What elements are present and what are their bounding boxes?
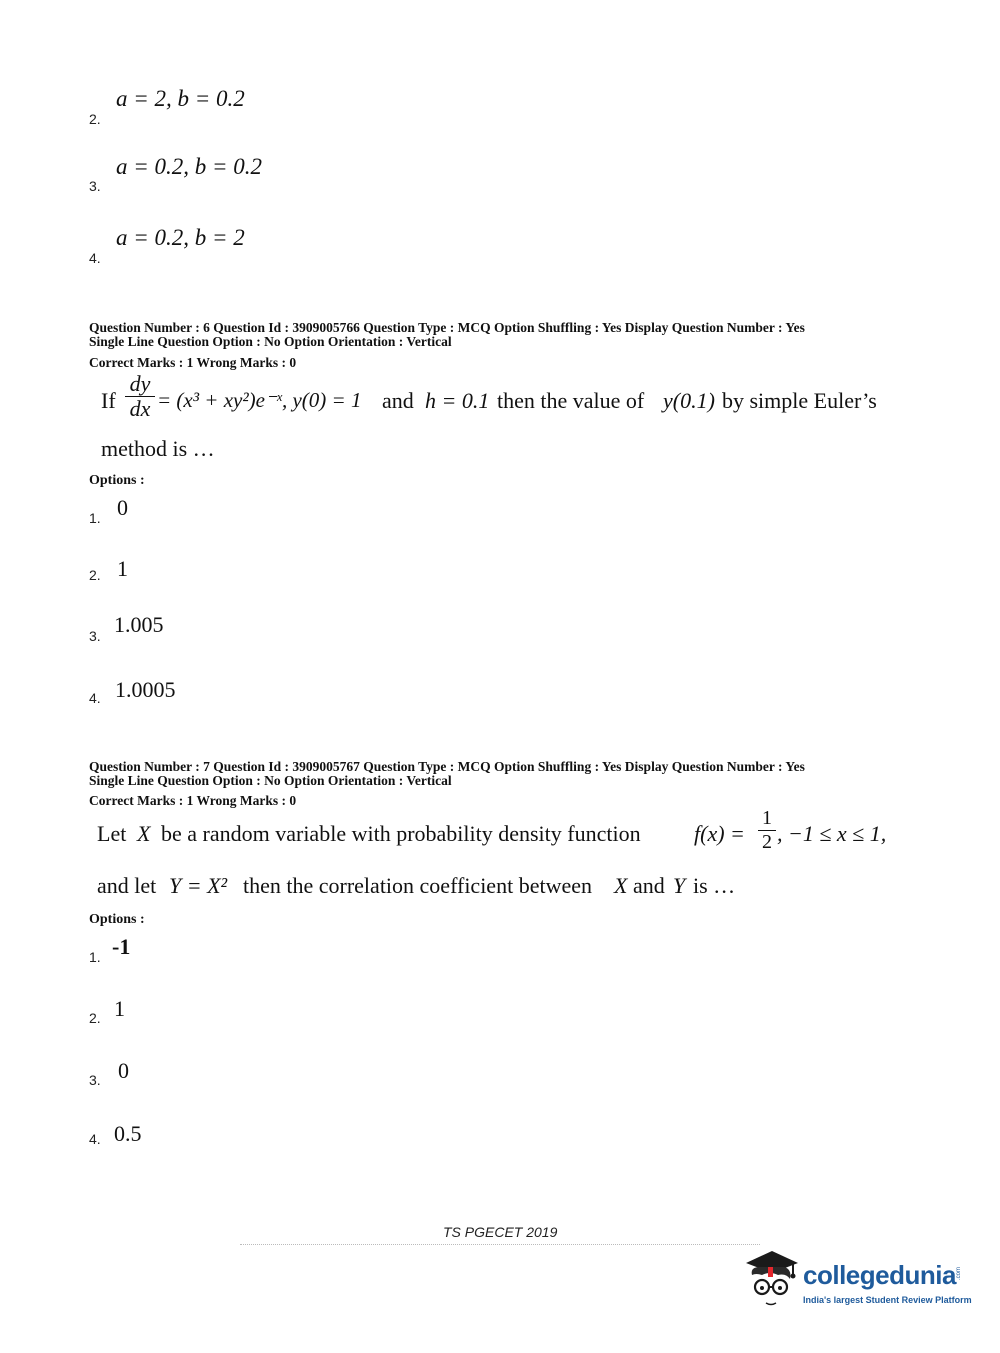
fraction-numerator: 1 [762,807,772,829]
question-meta-line2: Single Line Question Option : No Option Orientation : Vertical [89,773,452,788]
option-text: -1 [112,934,131,959]
option-text: 0.5 [114,1121,142,1146]
question-meta-line1: Question Number : 6 Question Id : 3909005766 Question Type : MCQ Option Shuffling : Yes Display Question Number : Yes [89,320,805,335]
y-definition: Y = X² [169,873,228,898]
question-word: and [382,388,414,413]
question-marks: Correct Marks : 1 Wrong Marks : 0 [89,355,297,370]
footer-divider [240,1244,760,1246]
option-number: 4. [89,1131,101,1147]
option-number: 3. [89,178,101,194]
brand-suffix: .com [956,1267,962,1281]
option-number: 4. [89,690,101,706]
target-value: y(0.1) [663,388,715,413]
option-number: 2. [89,567,101,583]
question-line2: method is … [101,436,215,461]
option-number: 1. [89,510,101,526]
question-word: Let [97,821,127,846]
range: , −1 ≤ x ≤ 1, [777,821,887,846]
question-word: If [101,388,116,413]
question-meta-line2: Single Line Question Option : No Option Orientation : Vertical [89,334,452,349]
option-number: 2. [89,111,101,127]
density-function: f(x) = [694,821,745,846]
option-number: 1. [89,949,101,965]
option-number: 3. [89,1072,101,1088]
variable-y: Y [673,873,686,898]
options-label: Options : [89,473,145,488]
fraction-numerator: dy [129,371,151,396]
question-word: be a random variable with probability density function [161,821,641,846]
derivative-fraction [125,372,155,421]
option-text: 1.0005 [115,677,176,702]
option-text: 1 [114,996,125,1021]
brand-tagline: India's largest Student Review Platform [803,1295,972,1305]
question-meta-line1: Question Number : 7 Question Id : 3909005767 Question Type : MCQ Option Shuffling : Yes Display Question Number : Yes [89,759,805,774]
question-word: then the value of [497,388,645,413]
fraction-denominator: 2 [758,830,776,854]
fraction-denominator: dx [125,396,155,421]
variable-x: X [137,821,151,846]
density-fraction [758,807,776,854]
question-word: and let [97,873,157,898]
option-text: a = 0.2, b = 0.2 [116,154,263,179]
option-text: a = 2, b = 0.2 [116,86,245,111]
options-label: Options : [89,912,145,927]
brand-name: collegedunia [803,1260,956,1290]
question-word: and [633,873,665,898]
option-text: 1.005 [114,612,164,637]
question-marks: Correct Marks : 1 Wrong Marks : 0 [89,793,297,808]
option-number: 2. [89,1010,101,1026]
option-number: 3. [89,628,101,644]
equation: = (x³ + xy²)e⁻ˣ, y(0) = 1 [157,388,362,412]
mascot-icon [740,1245,802,1313]
question-word: by simple Euler’s [722,388,877,413]
exam-name: TS PGECET 2019 [443,1224,558,1240]
option-text: a = 0.2, b = 2 [116,225,245,250]
option-text: 1 [117,556,128,581]
question-word: is … [693,873,736,898]
option-text: 0 [117,495,128,520]
option-number: 4. [89,250,101,266]
variable-x: X [614,873,628,898]
step-size: h = 0.1 [425,388,490,413]
question-word: then the correlation coefficient between [243,873,592,898]
option-text: 0 [118,1058,129,1083]
